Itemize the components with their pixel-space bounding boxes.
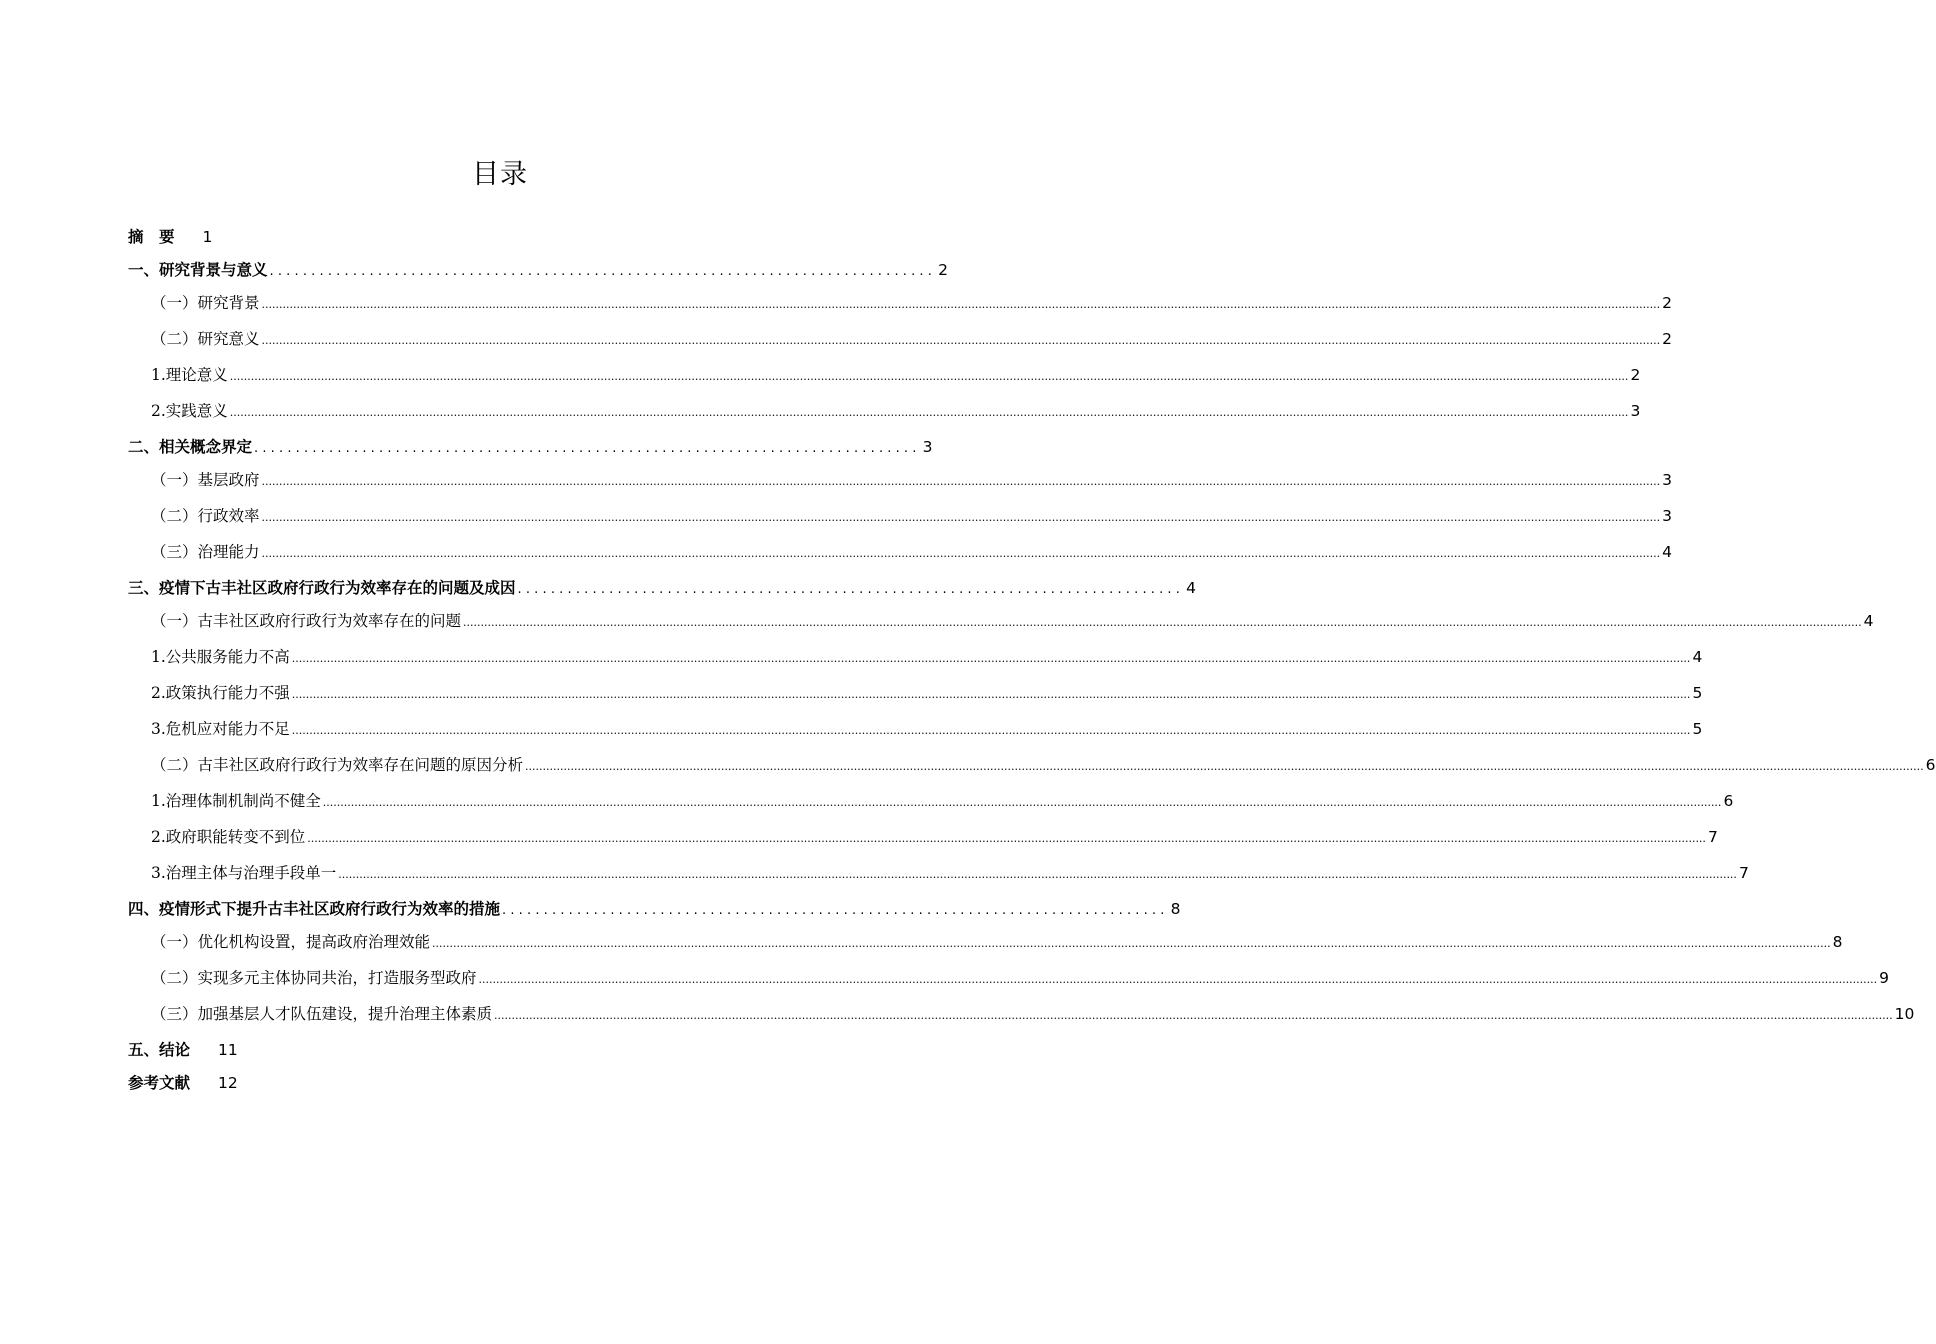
toc-leader-dots: ................................................................................................................................................................................................................................................................................................................................................................................................................ [291,724,1691,737]
toc-entry-text: 3.危机应对能力不足 [151,720,290,738]
toc-entry[interactable] [128,503,1673,539]
toc-entry-text: （三）加强基层人才队伍建设，提升治理主体素质 [151,1005,493,1023]
toc-entry[interactable] [128,326,1673,362]
toc-leader-dots: ................................................................................ [517,582,1185,597]
toc-entry[interactable] [128,860,1749,896]
toc-entry-text: （一）古丰社区政府行政行为效率存在的问题 [151,612,462,630]
toc-entry-text: 1.治理体制机制尚不健全 [151,792,321,810]
toc-entry-text: 2.实践意义 [151,402,228,420]
toc-entry-text: （二）研究意义 [151,330,260,348]
toc-entry[interactable] [128,398,1641,434]
toc-leader-dots: ................................................................................................................................................................................................................................................................................................................................................................................................................ [478,973,1878,986]
toc-entry[interactable] [128,290,1673,326]
toc-leader-dots: ................................................................................................................................................................................................................................................................................................................................................................................................................ [525,760,1924,773]
toc-entry-text: 二、相关概念界定 [128,438,253,456]
toc-page-number: 3 [1630,402,1641,420]
toc-entry[interactable] [128,680,1703,716]
toc-leader-dots: ................................................................................................................................................................................................................................................................................................................................................................................................................ [463,616,1862,629]
toc-page-number: 2 [1662,330,1673,348]
toc-entry[interactable] [128,1037,861,1070]
toc-entry[interactable] [128,824,1718,860]
toc-entry[interactable] [128,716,1703,752]
toc-entry[interactable] [128,575,1196,608]
toc-page-number: 6 [1723,792,1734,810]
toc-entry-text: （一）优化机构设置，提高政府治理效能 [151,933,431,951]
toc-entry[interactable] [128,434,933,467]
toc-entry[interactable] [128,224,861,257]
toc-entry[interactable] [128,608,1874,644]
toc-page-number: 12 [218,1074,238,1092]
toc-page-number: 7 [1707,828,1718,846]
toc-entry-text: （一）研究背景 [151,294,260,312]
toc-leader-dots: ................................................................................................................................................................................................................................................................................................................................................................................................................ [261,511,1661,524]
toc-page-number: 8 [1170,900,1181,918]
toc-leader-dots: ................................................................................................................................................................................................................................................................................................................................................................................................................ [307,832,1706,845]
toc-page-number: 6 [1925,756,1936,774]
toc-entry-text: 2.政府职能转变不到位 [151,828,306,846]
toc-page-number: 10 [1894,1005,1915,1023]
toc-entry-text: （一）基层政府 [151,471,260,489]
toc-leader-dots: ................................................................................................................................................................................................................................................................................................................................................................................................................ [494,1009,1893,1022]
toc-entry-text: 3.治理主体与治理手段单一 [151,864,337,882]
toc-leader-dots: ................................................................................................................................................................................................................................................................................................................................................................................................................ [261,298,1661,311]
toc-page-number: 3 [1662,471,1673,489]
toc-page-number: 2 [938,261,948,279]
toc-entry-text: 五、结论 [128,1041,191,1059]
toc-leader-dots: ................................................................................ [254,441,921,456]
toc-page-number: 1 [202,228,213,246]
toc-leader-dots: ................................................................................ [502,903,1169,918]
toc-entry-text: 1.理论意义 [151,366,228,384]
toc-leader-dots: ................................................................................................................................................................................................................................................................................................................................................................................................................ [432,937,1831,950]
toc-page-number: 11 [218,1041,238,1059]
toc-entry[interactable] [128,467,1673,503]
toc-page-number: 2 [1630,366,1641,384]
toc-entry[interactable] [128,362,1641,398]
toc-list [128,224,1936,1103]
toc-entry[interactable] [128,644,1703,680]
toc-entry-text: 一、研究背景与意义 [128,261,268,279]
toc-entry[interactable] [128,1070,861,1103]
toc-leader-dots: ................................................................................................................................................................................................................................................................................................................................................................................................................ [261,475,1661,488]
toc-leader-dots: ................................................................................................................................................................................................................................................................................................................................................................................................................ [261,334,1661,347]
toc-page-number: 4 [1662,543,1673,561]
toc-leader-dots: ................................................................................................................................................................................................................................................................................................................................................................................................................ [291,688,1691,701]
toc-entry-text: 2.政策执行能力不强 [151,684,290,702]
toc-entry-text: （二）行政效率 [151,507,260,525]
toc-leader-dots: ................................................................................................................................................................................................................................................................................................................................................................................................................ [261,547,1661,560]
toc-entry[interactable] [128,539,1673,575]
toc-entry[interactable] [128,788,1734,824]
toc-entry-text: 摘 要 [128,228,175,246]
toc-leader-dots: ................................................................................ [269,264,937,279]
toc-page-number: 2 [1662,294,1673,312]
toc-entry-text: （三）治理能力 [151,543,260,561]
toc-entry[interactable] [128,1001,1915,1037]
toc-entry[interactable] [128,929,1843,965]
toc-leader-dots: ................................................................................................................................................................................................................................................................................................................................................................................................................ [291,652,1691,665]
toc-title: 目录 [472,159,528,190]
toc-entry-text: 三、疫情下古丰社区政府行政行为效率存在的问题及成因 [128,579,516,597]
toc-leader-dots: ................................................................................................................................................................................................................................................................................................................................................................................................................ [338,868,1737,881]
toc-entry-text: （二）古丰社区政府行政行为效率存在问题的原因分析 [151,756,524,774]
toc-page-number: 3 [922,438,933,456]
toc-entry-text: 四、疫情形式下提升古丰社区政府行政行为效率的措施 [128,900,501,918]
toc-page-number: 7 [1738,864,1749,882]
toc-page-number: 5 [1692,720,1703,738]
toc-entry[interactable] [128,896,1181,929]
toc-entry[interactable] [128,752,1936,788]
toc-page-number: 4 [1186,579,1196,597]
toc-entry[interactable] [128,257,948,290]
toc-entry-text: （二）实现多元主体协同共治，打造服务型政府 [151,969,477,987]
toc-entry[interactable] [128,965,1890,1001]
toc-page-number: 9 [1879,969,1890,987]
toc-page-number: 5 [1692,684,1703,702]
toc-entry-text: 参考文献 [128,1074,191,1092]
toc-page-number: 3 [1662,507,1673,525]
toc-leader-dots: ................................................................................................................................................................................................................................................................................................................................................................................................................ [229,370,1629,383]
toc-page-number: 4 [1863,612,1874,630]
toc-leader-dots: ................................................................................................................................................................................................................................................................................................................................................................................................................ [229,406,1629,419]
toc-page-number: 8 [1832,933,1843,951]
toc-page-number: 4 [1692,648,1703,666]
toc-entry-text: 1.公共服务能力不高 [151,648,290,666]
toc-leader-dots: ................................................................................................................................................................................................................................................................................................................................................................................................................ [322,796,1722,809]
